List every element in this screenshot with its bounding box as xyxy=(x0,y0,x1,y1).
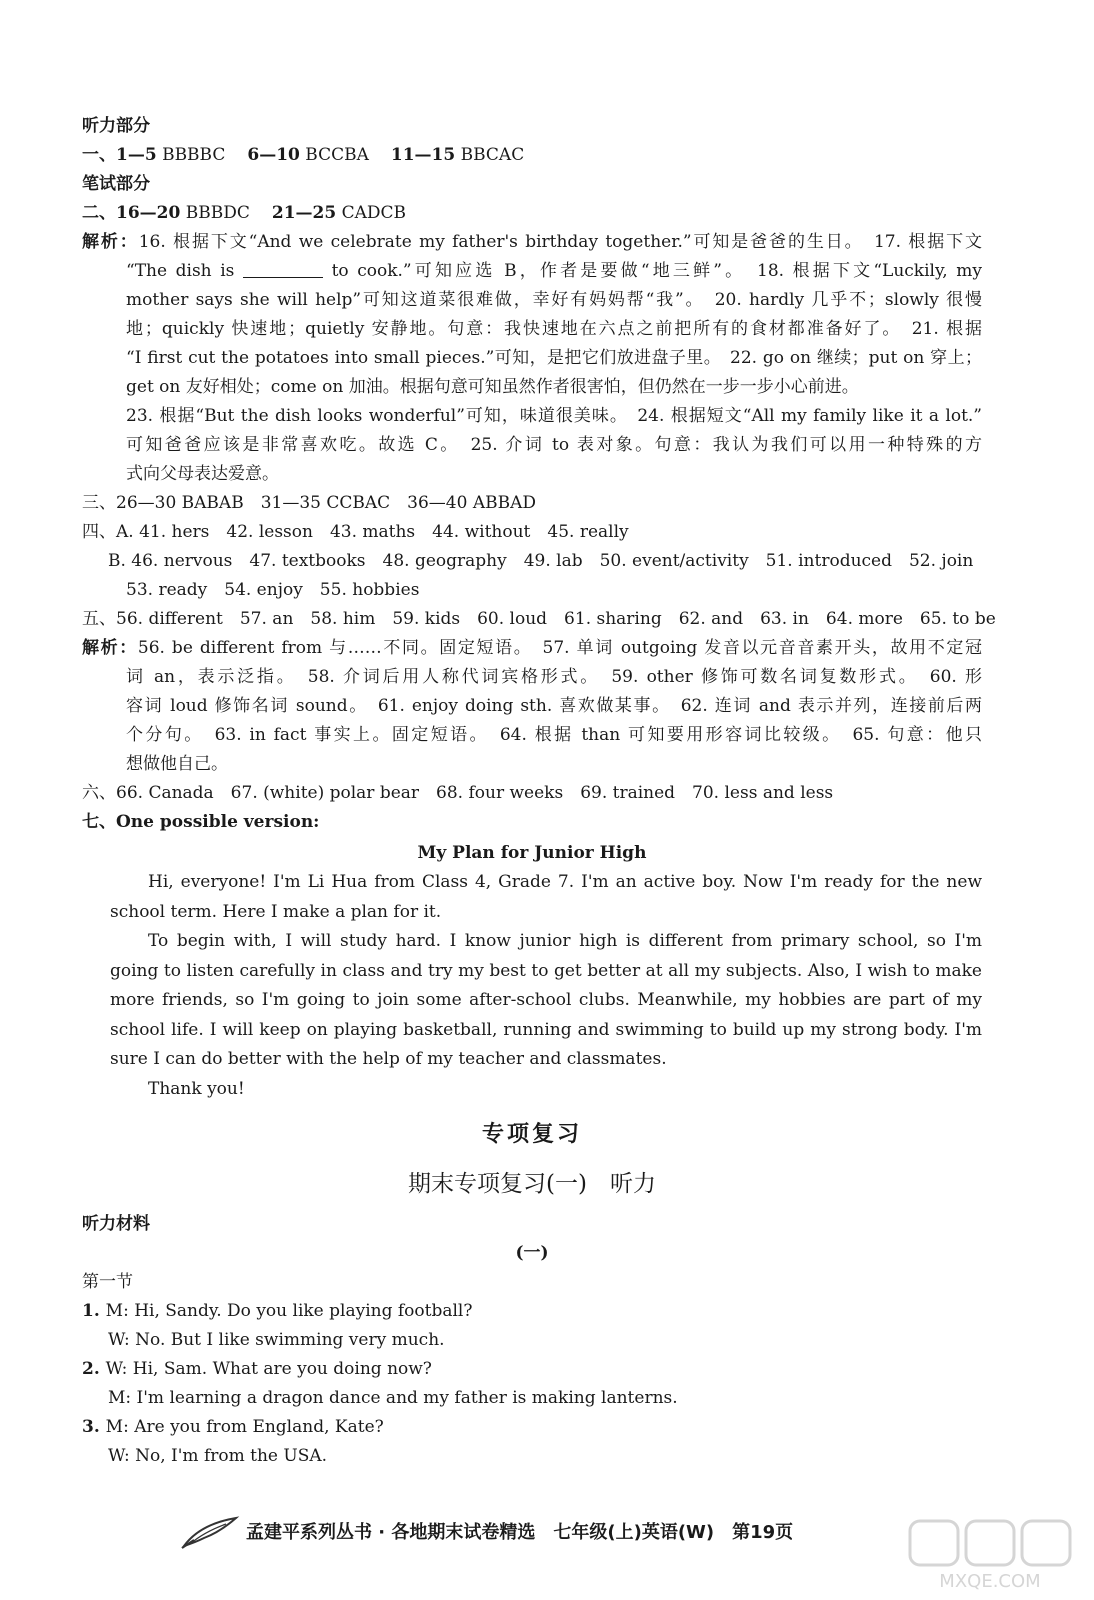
heading-written: 笔试部分 xyxy=(82,174,150,194)
answer-line-3: 三、26—30 BABAB 31—35 CCBAC 36—40 ABBAD xyxy=(82,493,536,513)
label: 11—15 xyxy=(390,145,456,165)
analysis-line xyxy=(82,228,982,257)
analysis-line xyxy=(82,257,982,286)
analysis-line: 想做他自己。 xyxy=(126,754,228,774)
dialogue-line xyxy=(82,1384,982,1413)
answer-line-7: 七、One possible version: xyxy=(82,812,320,832)
dialogue-text: W: Hi, Sam. What are you doing now? xyxy=(105,1359,432,1379)
dialogue-text: M: Are you from England, Kate? xyxy=(105,1417,384,1437)
dialogue-line xyxy=(82,1355,982,1384)
sub-title: 期末专项复习(一) 听力 xyxy=(408,1171,656,1197)
section-title: 专项复习 xyxy=(481,1121,582,1147)
analysis-text: to cook.”可知应选 B，作者是要做“地三鲜”。 18. 根据下文“Luckily, my xyxy=(331,261,983,281)
answer-line-4b: B. 46. nervous 47. textbooks 48. geography 49. lab 50. event/activity 51. introduced 52. join xyxy=(108,551,974,571)
answer-line-6: 六、66. Canada 67. (white) polar bear 68. four weeks 69. trained 70. less and less xyxy=(82,783,834,803)
essay-paragraph: To begin with, I will study hard. I know junior high is different from primary school, so I'm going to listen carefully in class and try my best to get better at all my subjects. Also, I wish to make more friends, so I'm going to join some after-school clubs. Meanwhile, my hobbies are part of my school life. I will keep on playing basketball, running and swimming to build up my strong body. I'm sure I can do better with the help of my teacher and classmates. xyxy=(110,931,982,1069)
dialogue-text: M: I'm learning a dragon dance and my father is making lanterns. xyxy=(108,1388,678,1408)
answer-line-4a: 四、A. 41. hers 42. lesson 43. maths 44. without 45. really xyxy=(82,522,629,542)
label: 21—25 xyxy=(271,203,337,223)
dialogue-line xyxy=(82,1442,982,1471)
answer: CADCB xyxy=(336,203,407,223)
essay-title: My Plan for Junior High xyxy=(417,843,647,863)
analysis-text: 16. 根据下文“And we celebrate my father's birthday together.”可知是爸爸的生日。 17. 根据下文 xyxy=(138,232,982,252)
analysis-text: “The dish is xyxy=(126,261,235,281)
dialogue-num: 1. xyxy=(82,1301,106,1321)
analysis-line: 容词 loud 修饰名词 sound。 61. enjoy doing sth. 喜欢做某事。 62. 连词 and 表示并列，连接前后两 xyxy=(126,696,982,716)
dialogue-line xyxy=(82,1297,982,1326)
analysis-label: 解析： xyxy=(82,232,139,252)
dialogue-num: 2. xyxy=(82,1359,106,1379)
analysis-line: 词 an，表示泛指。 58. 介词后用人称代词宾格形式。 59. other 修饰可数名词复数形式。 60. 形 xyxy=(126,667,982,687)
analysis-line: “I first cut the potatoes into small pieces.”可知，是把它们放进盘子里。 22. go on 继续；put on 穿上； xyxy=(126,348,982,368)
essay-paragraph: Hi, everyone! I'm Li Hua from Class 4, Grade 7. I'm an active boy. Now I'm ready for the new school term. Here I make a plan for it. xyxy=(110,872,982,922)
answer-line-2 xyxy=(82,199,982,228)
part-number: (一) xyxy=(515,1243,549,1263)
answer-line-1 xyxy=(82,141,982,170)
answer: BBBDC xyxy=(180,203,250,223)
feather-logo-icon xyxy=(180,1514,242,1550)
heading-listening: 听力部分 xyxy=(82,116,150,136)
dialogue-text: M: Hi, Sandy. Do you like playing football? xyxy=(105,1301,473,1321)
label: 二、16—20 xyxy=(82,203,181,223)
watermark-text: MXQE.COM xyxy=(939,1571,1041,1592)
dialogue-list xyxy=(82,1297,982,1471)
essay-paragraph: Thank you! xyxy=(148,1078,245,1099)
label: 6—10 xyxy=(247,145,300,165)
analysis-line: 可知爸爸应该是非常喜欢吃。故选 C。 25. 介词 to 表对象。句意：我认为我们可以用一种特殊的方 xyxy=(126,435,982,455)
label: 一、1—5 xyxy=(82,145,157,165)
page-footer xyxy=(180,1510,900,1550)
dialogue-line xyxy=(82,1326,982,1355)
section-label: 第一节 xyxy=(82,1272,133,1292)
answer: BBBBC xyxy=(156,145,226,165)
analysis-line: 个分句。 63. in fact 事实上。固定短语。 64. 根据 than 可知要用形容词比较级。 65. 句意：他只 xyxy=(126,725,982,745)
answer: BBCAC xyxy=(455,145,525,165)
answer: BCCBA xyxy=(299,145,369,165)
analysis-label: 解析： xyxy=(82,638,138,658)
footer-text: 孟建平系列丛书 · 各地期末试卷精选 七年级(上)英语(W) 第19页 xyxy=(246,1522,794,1543)
answer-line-5: 五、56. different 57. an 58. him 59. kids 60. loud 61. sharing 62. and 63. in 64. more 65. to be xyxy=(82,609,996,629)
fill-blank xyxy=(243,259,323,278)
watermark-logo-icon xyxy=(900,1515,1080,1595)
dialogue-text: W: No. But I like swimming very much. xyxy=(108,1330,445,1350)
dialogue-text: W: No, I'm from the USA. xyxy=(108,1446,328,1466)
analysis-line: get on 友好相处；come on 加油。根据句意可知虽然作者很害怕，但仍然在一步一步小心前进。 xyxy=(126,377,859,397)
dialogue-num: 3. xyxy=(82,1417,106,1437)
analysis-line: 地；quickly 快速地；quietly 安静地。句意：我快速地在六点之前把所有的食材都准备好了。 21. 根据 xyxy=(126,319,982,339)
answer-content xyxy=(82,112,996,1471)
analysis-text: 56. be different from 与……不同。固定短语。 57. 单词 outgoing 发音以元音音素开头，故用不定冠 xyxy=(137,638,982,658)
materials-heading: 听力材料 xyxy=(82,1214,150,1234)
analysis-line xyxy=(82,634,982,663)
analysis-line: 23. 根据“But the dish looks wonderful”可知，味道很美味。 24. 根据短文“All my family like it a lot.” xyxy=(126,406,982,426)
essay-body xyxy=(82,868,982,1104)
dialogue-line xyxy=(82,1413,982,1442)
answer-line-4c: 53. ready 54. enjoy 55. hobbies xyxy=(126,580,420,600)
analysis-line: 式向父母表达爱意。 xyxy=(126,464,279,484)
analysis-line: mother says she will help”可知这道菜很难做，幸好有妈妈帮“我”。 20. hardly 几乎不；slowly 很慢 xyxy=(126,290,982,310)
